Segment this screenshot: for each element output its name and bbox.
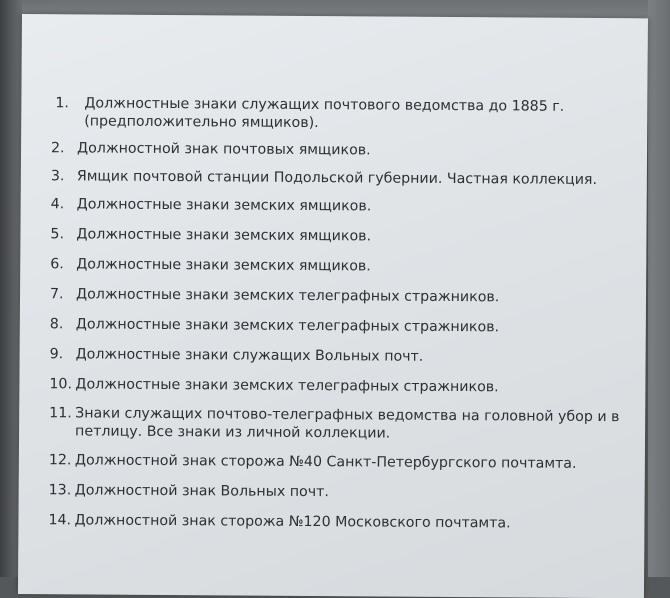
item-text: Должностной знак сторожа №120 Московского почтамта. xyxy=(74,512,511,532)
item-number: 2. xyxy=(51,140,65,157)
item-number: 12. xyxy=(48,452,72,469)
item-number: 10. xyxy=(49,376,73,393)
item-number: 6. xyxy=(50,256,64,273)
list-item xyxy=(55,94,641,134)
list-item xyxy=(50,315,640,337)
exhibit-placard xyxy=(18,14,648,598)
item-text: Должностные знаки служащих Вольных почт. xyxy=(75,346,424,365)
item-number: 8. xyxy=(49,316,64,333)
list-item xyxy=(51,195,641,217)
item-text: Должностные знаки служащих почтового ведомства до 1885 г. (предположительно ямщиков). xyxy=(84,95,565,132)
item-number: 4. xyxy=(50,196,65,213)
item-text: Должностные знаки земских телеграфных стражников. xyxy=(75,376,499,396)
item-number: 1. xyxy=(55,95,69,112)
list-item xyxy=(50,345,640,367)
list-item xyxy=(50,255,640,277)
caption-list xyxy=(48,94,641,533)
list-item xyxy=(49,451,639,473)
list-item xyxy=(49,404,639,444)
list-item xyxy=(49,375,639,397)
item-text: Должностные знаки земских ямщиков. xyxy=(76,196,372,215)
item-text: Должностные знаки земских ямщиков. xyxy=(76,226,372,245)
item-number: 7. xyxy=(49,286,64,303)
item-number: 5. xyxy=(50,226,65,243)
wall-right xyxy=(648,0,670,577)
item-number: 3. xyxy=(50,168,65,185)
list-item xyxy=(48,511,638,533)
list-item xyxy=(50,285,640,307)
item-text: Должностной знак Вольных почт. xyxy=(74,482,329,501)
item-number: 9. xyxy=(49,346,64,363)
item-text: Должностные знаки земских ямщиков. xyxy=(76,256,371,275)
list-item xyxy=(51,167,641,189)
item-text: Должностные знаки земских телеграфных стражников. xyxy=(75,286,500,306)
item-text: Должностной знак почтовых ямщиков. xyxy=(77,140,371,159)
item-text: Ямщик почтовой станции Подольской губернии. Частная коллекция. xyxy=(76,168,598,189)
list-item xyxy=(51,139,641,161)
item-text: Должностной знак сторожа №40 Санкт-Петербургского почтамта. xyxy=(74,452,577,472)
item-number: 13. xyxy=(48,482,72,499)
list-item xyxy=(50,225,640,247)
item-text: Знаки служащих почтово-телеграфных ведомства на головной убор и в петлицу. Все знаки из личной коллекции. xyxy=(75,405,620,442)
item-text: Должностные знаки земских телеграфных стражников. xyxy=(75,316,500,336)
list-item xyxy=(49,481,639,503)
item-number: 14. xyxy=(48,512,72,529)
item-number: 11. xyxy=(49,405,72,422)
